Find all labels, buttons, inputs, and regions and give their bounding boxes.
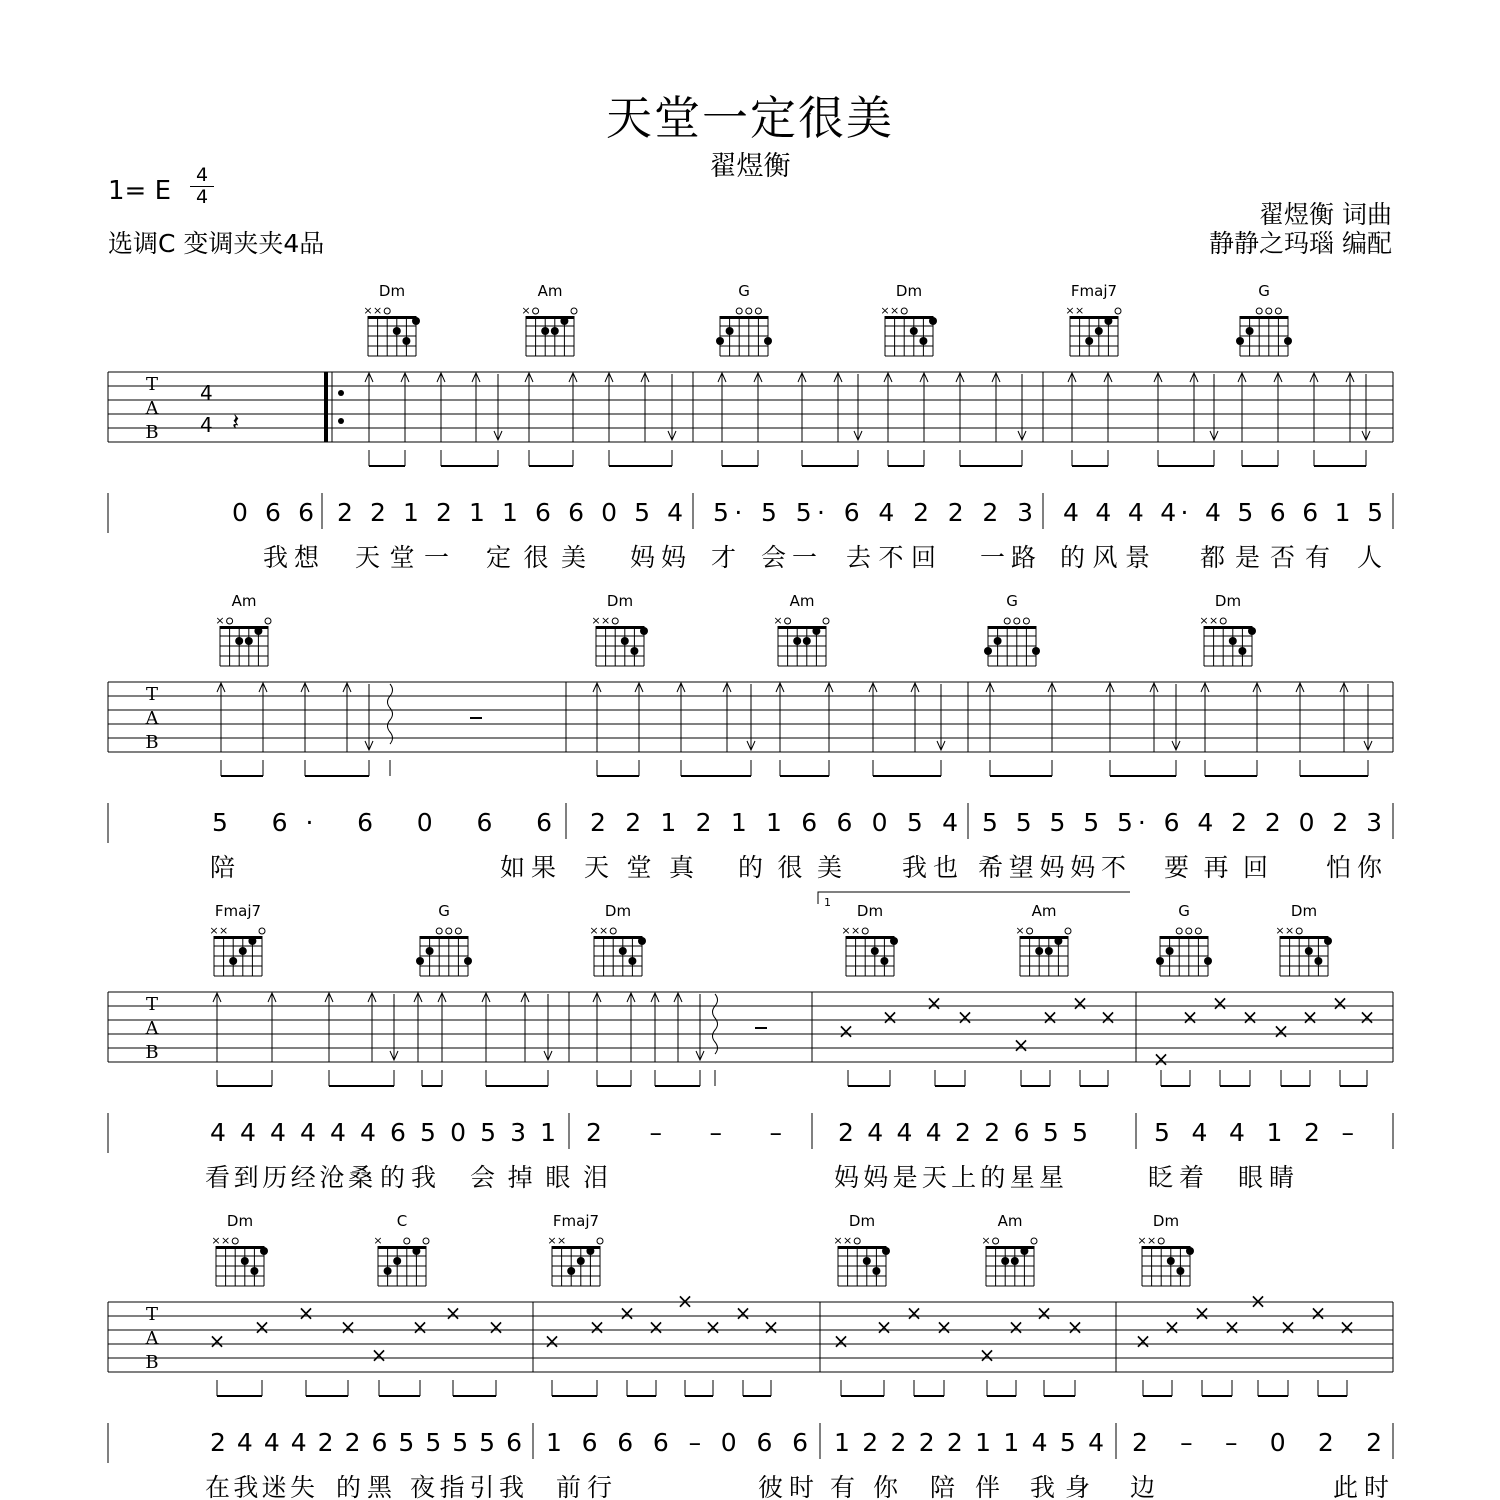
- pick-cross-mark: ×: [411, 1315, 429, 1339]
- numbered-notation: [108, 493, 1393, 533]
- chord-diagram-am: [521, 282, 577, 356]
- muted-string-mark: ×: [1275, 924, 1285, 937]
- chord-name: Dm: [895, 282, 923, 300]
- tab-clef-letter: A: [145, 1328, 159, 1349]
- pick-cross-mark: ×: [1163, 1315, 1181, 1339]
- lyric-text: 的很美: [738, 853, 842, 882]
- muted-string-mark: ×: [1146, 1234, 1157, 1247]
- finger-dot: [254, 627, 262, 635]
- chord-diagram-dm: [1199, 592, 1256, 666]
- pick-cross-mark: ×: [1211, 991, 1229, 1015]
- finger-dot: [1238, 647, 1246, 655]
- song-artist: 翟煜衡: [709, 151, 791, 182]
- muted-string-mark: ×: [372, 304, 383, 317]
- finger-dot: [640, 627, 648, 635]
- lyric-text: 人: [1357, 543, 1383, 572]
- time-signature-bottom: 4: [195, 186, 209, 208]
- notation-measure: 5· 5 5· 6 4 2 2 2 3: [713, 498, 1033, 527]
- chord-name: Dm: [1290, 902, 1318, 920]
- finger-dot: [880, 957, 888, 965]
- pick-cross-mark: ×: [370, 1343, 388, 1367]
- pick-cross-mark: ×: [487, 1315, 505, 1339]
- lyric-text: 一路: [980, 543, 1036, 572]
- tab-clef-letter: A: [145, 398, 159, 419]
- pick-cross-mark: ×: [881, 1005, 899, 1029]
- pick-cross-mark: ×: [1134, 1329, 1152, 1353]
- pick-cross-mark: ×: [676, 1289, 694, 1313]
- pick-cross-mark: ×: [1272, 1019, 1290, 1043]
- finger-dot: [1176, 1267, 1184, 1275]
- finger-dot: [426, 947, 434, 955]
- chord-name: G: [738, 282, 750, 300]
- lyric-text: 会掉眼泪: [470, 1163, 608, 1192]
- finger-dot: [250, 1267, 258, 1275]
- pick-cross-mark: ×: [1012, 1033, 1030, 1057]
- chord-name: G: [1006, 592, 1018, 610]
- pick-cross-mark: ×: [734, 1301, 752, 1325]
- lyric-text: 陪: [210, 853, 236, 882]
- tab-clef-letter: B: [145, 732, 159, 753]
- chord-diagram-dm: [1137, 1212, 1194, 1286]
- pick-cross-mark: ×: [1241, 1005, 1259, 1029]
- finger-dot: [1032, 647, 1040, 655]
- chord-name: Dm: [1214, 592, 1242, 610]
- notation-measure: 4 4 4 4· 4 5 6 6 1 5: [1063, 498, 1383, 527]
- chord-diagram-dm: [841, 902, 898, 976]
- chord-name: Am: [789, 592, 815, 610]
- muted-string-mark: ×: [850, 924, 861, 937]
- muted-string-mark: ×: [981, 1234, 991, 1247]
- pick-cross-mark: ×: [704, 1315, 722, 1339]
- repeat-dot: [338, 418, 344, 424]
- finger-dot: [1284, 337, 1292, 345]
- chord-name: C: [396, 1212, 408, 1230]
- chord-diagram-dm: [880, 282, 937, 356]
- numbered-notation: [108, 803, 1393, 843]
- finger-dot: [416, 957, 424, 965]
- notation-measure: 5 6· 6 0 6 6: [212, 808, 552, 837]
- finger-dot: [1166, 947, 1174, 955]
- muted-string-mark: ×: [220, 1234, 231, 1247]
- finger-dot: [235, 637, 243, 645]
- pick-cross-mark: ×: [875, 1315, 893, 1339]
- pick-cross-mark: ×: [444, 1301, 462, 1325]
- chord-name: Dm: [606, 592, 634, 610]
- chord-diagram-g: [984, 592, 1040, 666]
- chord-name: Dm: [856, 902, 884, 920]
- tab-clef-letter: A: [145, 708, 159, 729]
- lyric-text: 希望妈妈不: [978, 853, 1126, 882]
- finger-dot: [402, 337, 410, 345]
- notation-measure: 5 5 5 5 5· 6 4 2 2 0 2 3: [982, 808, 1382, 837]
- lyric-text: 此时: [1333, 1473, 1389, 1500]
- pick-cross-mark: ×: [1152, 1047, 1170, 1071]
- muted-string-mark: ×: [1015, 924, 1025, 937]
- pick-cross-mark: ×: [905, 1301, 923, 1325]
- pick-cross-mark: ×: [1099, 1005, 1117, 1029]
- lyric-text: 的我: [380, 1163, 436, 1192]
- finger-dot: [803, 637, 811, 645]
- pick-cross-mark: ×: [618, 1301, 636, 1325]
- pick-cross-mark: ×: [935, 1315, 953, 1339]
- finger-dot: [384, 1267, 392, 1275]
- muted-string-mark: ×: [589, 924, 599, 937]
- finger-dot: [871, 947, 879, 955]
- finger-dot: [793, 637, 801, 645]
- chord-name: Fmaj7: [214, 902, 262, 920]
- chord-diagram-dm: [589, 902, 646, 976]
- finger-dot: [1095, 327, 1103, 335]
- notation-measure: 1 2 2 2 2 1 1 4 5 4: [834, 1428, 1104, 1457]
- notation-measure: 2 – – –: [586, 1118, 782, 1147]
- lyric-text: 天堂真: [584, 853, 694, 882]
- finger-dot: [994, 637, 1002, 645]
- lyric-text: 要再回: [1164, 853, 1268, 882]
- muted-string-mark: ×: [1137, 1234, 1147, 1247]
- chord-name: Fmaj7: [552, 1212, 600, 1230]
- lyric-text: 看到历经沧桑: [205, 1163, 373, 1192]
- finger-dot: [890, 937, 898, 945]
- finger-dot: [412, 1247, 420, 1255]
- finger-dot: [630, 647, 638, 655]
- notation-measure: 2 2 1 2 1 1 6 6 0 5 4: [337, 498, 683, 527]
- pick-cross-mark: ×: [1338, 1315, 1356, 1339]
- finger-dot: [239, 947, 247, 955]
- arpeggio-mark: [713, 994, 718, 1054]
- finger-dot: [1305, 947, 1313, 955]
- pick-cross-mark: ×: [208, 1329, 226, 1353]
- finger-dot: [1156, 957, 1164, 965]
- lyric-text: 眼睛: [1238, 1163, 1294, 1192]
- lyric-text: 陪伴: [930, 1473, 1000, 1500]
- finger-dot: [248, 937, 256, 945]
- pick-cross-mark: ×: [588, 1315, 606, 1339]
- pick-cross-mark: ×: [1309, 1301, 1327, 1325]
- muted-string-mark: ×: [209, 924, 219, 937]
- finger-dot: [1085, 337, 1093, 345]
- chord-diagram-dm: [363, 282, 420, 356]
- lyric-text: 才: [711, 543, 737, 572]
- notation-measure: 2 4 4 4 2 2 6 5 5 5 5 6: [210, 1428, 522, 1457]
- finger-dot: [577, 1257, 585, 1265]
- muted-string-mark: ×: [773, 614, 783, 627]
- lyric-text: 我想: [263, 543, 319, 572]
- lyric-text: 定很美: [486, 543, 586, 572]
- notation-measure: 2 2 1 2 1 1 6 6 0 5 4: [590, 808, 958, 837]
- finger-dot: [929, 317, 937, 325]
- muted-string-mark: ×: [556, 1234, 567, 1247]
- notation-measure: 2 – – 0 2 2: [1132, 1428, 1382, 1457]
- chord-diagram-dm: [833, 1212, 890, 1286]
- notation-measure: 0 6 6: [232, 498, 314, 527]
- muted-string-mark: ×: [889, 304, 900, 317]
- pick-cross-mark: ×: [1066, 1315, 1084, 1339]
- finger-dot: [812, 627, 820, 635]
- chord-diagram-dm: [591, 592, 648, 666]
- arpeggio-mark: [388, 684, 393, 744]
- pick-cross-mark: ×: [925, 991, 943, 1015]
- finger-dot: [393, 327, 401, 335]
- lyric-text: 妈妈是天上的星星: [834, 1163, 1064, 1192]
- muted-string-mark: ×: [218, 924, 229, 937]
- chord-name: Dm: [378, 282, 406, 300]
- chord-diagram-fmaj7: [1065, 282, 1121, 356]
- tab-staff: [108, 682, 1393, 776]
- muted-string-mark: ×: [842, 1234, 853, 1247]
- chord-name: G: [1258, 282, 1270, 300]
- muted-string-mark: ×: [1284, 924, 1295, 937]
- chord-diagram-am: [1015, 902, 1071, 976]
- notation-measure: 4 4 4 4 4 4 6 5 0 5 3 1: [210, 1118, 556, 1147]
- key-signature: 1= E: [108, 176, 172, 206]
- finger-dot: [560, 317, 568, 325]
- finger-dot: [872, 1267, 880, 1275]
- lyric-text: 天堂一: [355, 543, 449, 572]
- chord-name: Am: [231, 592, 257, 610]
- tab-clef-letter: T: [145, 374, 159, 395]
- pick-cross-mark: ×: [543, 1329, 561, 1353]
- chord-name: G: [1178, 902, 1190, 920]
- pick-cross-mark: ×: [1041, 1005, 1059, 1029]
- lyric-text: 去不回: [846, 543, 936, 572]
- finger-dot: [984, 647, 992, 655]
- muted-string-mark: ×: [363, 304, 373, 317]
- pick-cross-mark: ×: [1193, 1301, 1211, 1325]
- chord-diagram-g: [1236, 282, 1292, 356]
- muted-string-mark: ×: [547, 1234, 557, 1247]
- volta-number: 1: [824, 896, 831, 909]
- chord-name: Am: [537, 282, 563, 300]
- time-signature-top: 4: [195, 164, 209, 186]
- tab-clef-letter: B: [145, 1042, 159, 1063]
- muted-string-mark: ×: [600, 614, 611, 627]
- finger-dot: [1035, 947, 1043, 955]
- finger-dot: [229, 957, 237, 965]
- pick-cross-mark: ×: [1358, 1005, 1376, 1029]
- finger-dot: [1054, 937, 1062, 945]
- finger-dot: [726, 327, 734, 335]
- chord-diagram-am: [215, 592, 271, 666]
- finger-dot: [910, 327, 918, 335]
- lyric-text: 的黑: [336, 1473, 392, 1500]
- lyric-text: 边: [1130, 1473, 1156, 1500]
- finger-dot: [260, 1247, 268, 1255]
- finger-dot: [863, 1257, 871, 1265]
- pick-cross-mark: ×: [1249, 1289, 1267, 1313]
- muted-string-mark: ×: [1065, 304, 1075, 317]
- pick-cross-mark: ×: [956, 1005, 974, 1029]
- finger-dot: [628, 957, 636, 965]
- pick-cross-mark: ×: [253, 1315, 271, 1339]
- pick-cross-mark: ×: [647, 1315, 665, 1339]
- repeat-dot: [338, 390, 344, 396]
- chord-diagram-g: [716, 282, 772, 356]
- lyric-line: [205, 1473, 1389, 1500]
- finger-dot: [1020, 1247, 1028, 1255]
- lyric-text: 我也: [902, 853, 958, 882]
- pick-cross-mark: ×: [1035, 1301, 1053, 1325]
- muted-string-mark: ×: [1208, 614, 1219, 627]
- pick-cross-mark: ×: [978, 1343, 996, 1367]
- finger-dot: [621, 637, 629, 645]
- muted-string-mark: ×: [880, 304, 890, 317]
- finger-dot: [464, 957, 472, 965]
- pick-cross-mark: ×: [297, 1301, 315, 1325]
- finger-dot: [1186, 1247, 1194, 1255]
- rest-symbol: 𝄽: [232, 408, 240, 436]
- muted-string-mark: ×: [521, 304, 531, 317]
- tab-time-bottom: 4: [200, 413, 213, 437]
- finger-dot: [1236, 337, 1244, 345]
- finger-dot: [1104, 317, 1112, 325]
- finger-dot: [412, 317, 420, 325]
- finger-dot: [716, 337, 724, 345]
- chord-diagram-am: [981, 1212, 1037, 1286]
- lyric-text: 夜指引我: [410, 1473, 524, 1500]
- muted-string-mark: ×: [373, 1234, 383, 1247]
- pick-cross-mark: ×: [1071, 991, 1089, 1015]
- lyric-text: 的风景: [1060, 543, 1150, 572]
- lyric-text: 前行: [556, 1473, 612, 1500]
- chord-name: Am: [997, 1212, 1023, 1230]
- muted-string-mark: ×: [833, 1234, 843, 1247]
- muted-string-mark: ×: [841, 924, 851, 937]
- lyric-line: [205, 1163, 1294, 1192]
- finger-dot: [1314, 957, 1322, 965]
- tab-time-top: 4: [200, 381, 213, 405]
- capo-instruction: 选调C 变调夹夹4品: [108, 229, 325, 258]
- tab-clef-letter: T: [145, 1304, 159, 1325]
- pick-cross-mark: ×: [1331, 991, 1349, 1015]
- chord-diagram-dm: [211, 1212, 268, 1286]
- numbered-notation: [108, 1423, 1393, 1463]
- finger-dot: [764, 337, 772, 345]
- muted-string-mark: ×: [591, 614, 601, 627]
- finger-dot: [1001, 1257, 1009, 1265]
- finger-dot: [567, 1267, 575, 1275]
- pick-cross-mark: ×: [832, 1329, 850, 1353]
- pick-cross-mark: ×: [837, 1019, 855, 1043]
- finger-dot: [1229, 637, 1237, 645]
- muted-string-mark: ×: [211, 1234, 221, 1247]
- lyric-text: 会一: [761, 543, 817, 572]
- chord-name: Dm: [226, 1212, 254, 1230]
- chord-name: G: [438, 902, 450, 920]
- finger-dot: [245, 637, 253, 645]
- lyric-text: 都是否有: [1200, 543, 1330, 572]
- finger-dot: [1246, 327, 1254, 335]
- muted-string-mark: ×: [1074, 304, 1085, 317]
- lyric-text: 如果: [500, 853, 556, 882]
- finger-dot: [1324, 937, 1332, 945]
- lyric-text: 妈妈: [630, 543, 686, 572]
- finger-dot: [241, 1257, 249, 1265]
- lyric-line: [263, 543, 1382, 572]
- finger-dot: [619, 947, 627, 955]
- finger-dot: [393, 1257, 401, 1265]
- credit-arrangement: 静静之玛瑙 编配: [1209, 229, 1392, 258]
- credit-lyrics-music: 翟煜衡 词曲: [1259, 200, 1392, 229]
- lyric-text: 怕你: [1326, 853, 1382, 882]
- tab-staff: [108, 372, 1393, 466]
- chord-diagram-g: [416, 902, 472, 976]
- lyric-text: 眨着: [1148, 1163, 1204, 1192]
- finger-dot: [919, 337, 927, 345]
- finger-dot: [586, 1247, 594, 1255]
- tab-clef-letter: B: [145, 1352, 159, 1373]
- lyric-text: 我身: [1030, 1473, 1090, 1500]
- pick-cross-mark: ×: [1223, 1315, 1241, 1339]
- pick-cross-mark: ×: [1301, 1005, 1319, 1029]
- chord-diagram-g: [1156, 902, 1212, 976]
- chord-diagram-fmaj7: [547, 1212, 603, 1286]
- muted-string-mark: ×: [598, 924, 609, 937]
- pick-cross-mark: ×: [762, 1315, 780, 1339]
- chord-diagram-dm: [1275, 902, 1332, 976]
- chord-diagram-c: [373, 1212, 429, 1286]
- tab-staff: [108, 991, 1393, 1086]
- song-title: 天堂一定很美: [606, 91, 894, 145]
- tab-clef-letter: T: [145, 684, 159, 705]
- pick-cross-mark: ×: [1007, 1315, 1025, 1339]
- finger-dot: [638, 937, 646, 945]
- chord-name: Am: [1031, 902, 1057, 920]
- pick-cross-mark: ×: [1181, 1005, 1199, 1029]
- finger-dot: [1204, 957, 1212, 965]
- finger-dot: [551, 327, 559, 335]
- tab-clef-letter: T: [145, 994, 159, 1015]
- muted-string-mark: ×: [1199, 614, 1209, 627]
- chord-name: Dm: [604, 902, 632, 920]
- pick-cross-mark: ×: [1279, 1315, 1297, 1339]
- pick-cross-mark: ×: [339, 1315, 357, 1339]
- chord-diagram-am: [773, 592, 829, 666]
- finger-dot: [1045, 947, 1053, 955]
- lyric-text: 彼时: [758, 1473, 814, 1500]
- finger-dot: [1011, 1257, 1019, 1265]
- finger-dot: [882, 1247, 890, 1255]
- notation-measure: 1 6 6 6 – 0 6 6: [546, 1428, 808, 1457]
- finger-dot: [1248, 627, 1256, 635]
- tab-staff: [108, 1289, 1393, 1396]
- finger-dot: [541, 327, 549, 335]
- lyric-text: 在我迷失: [205, 1473, 315, 1500]
- finger-dot: [1167, 1257, 1175, 1265]
- lyric-line: [210, 853, 1383, 882]
- notation-measure: 2 4 4 4 2 2 6 5 5: [838, 1118, 1088, 1147]
- chord-name: Dm: [848, 1212, 876, 1230]
- chord-name: Fmaj7: [1070, 282, 1118, 300]
- numbered-notation: [108, 1113, 1393, 1153]
- chord-diagram-fmaj7: [209, 902, 265, 976]
- tab-clef-letter: A: [145, 1018, 159, 1039]
- tab-clef-letter: B: [145, 422, 159, 443]
- chord-name: Dm: [1152, 1212, 1180, 1230]
- notation-measure: 5 4 4 1 2 –: [1154, 1118, 1354, 1147]
- lyric-text: 有你: [830, 1473, 898, 1500]
- muted-string-mark: ×: [215, 614, 225, 627]
